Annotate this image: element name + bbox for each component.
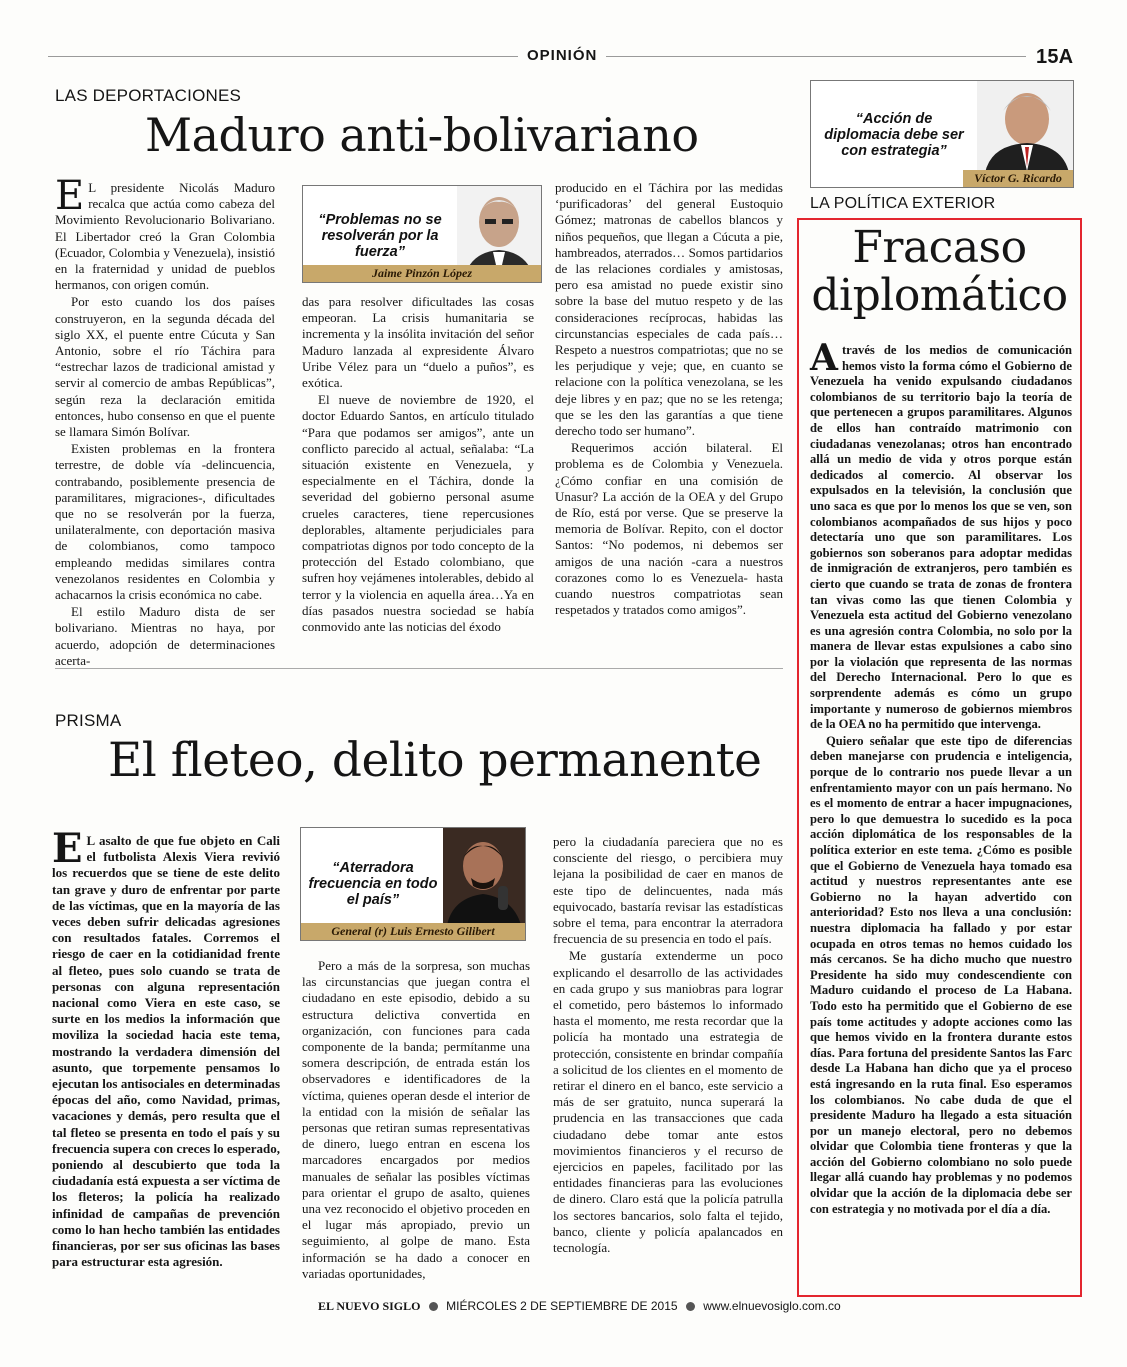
article1-kicker: LAS DEPORTACIONES xyxy=(55,86,242,105)
page-number: 15A xyxy=(1036,46,1074,68)
article2-col2 xyxy=(302,958,530,1283)
header-rule-right xyxy=(606,56,1026,57)
author-name: Jaime Pinzón López xyxy=(303,265,541,282)
article1-col2 xyxy=(302,294,534,636)
article1-author-box xyxy=(302,185,542,283)
paragraph: Pero a más de la sorpresa, son muchas las circunstancias que juegan contra el ciudadano en este episodio, debido a su estructura delictiva convertida en organización, con funciones para cada componente de la banda; permítanme una somera descripción, de entrada están los observadores e identificadores de la víctima, quienes operan desde el interior de la entidad con la misión de señalar las personas que retiran sumas representativas de dinero, luego entran en escena los marcadores encargados por medios manuales de señalar las posibles víctimas para orientar el grupo de asalto, quienes una vez reconocido el objetivo proceden en el lugar más apropiado, previo un seguimiento, al golpe de mano. Esta información se ha dado a conocer en variadas oportunidades, xyxy=(302,958,530,1281)
article3-headline-line1: Fracaso xyxy=(852,222,1027,273)
paragraph: El estilo Maduro dista de ser bolivariano. Mientras no haya, por acuerdo, adopción de determinaciones acerta- xyxy=(55,604,275,668)
dropcap: E xyxy=(55,173,85,219)
author-portrait xyxy=(443,828,525,925)
paragraph: Me gustaría extenderme un poco explicando el desarrollo de las actividades en cada grupo y sus maniobras para lograr el cometido, pero bástemos lo informado hasta el momento, me resta recordar que la policía ha montado una estrategia de protección, consistente en brindar compañía a solicitud de los clientes en el momento de retirar el dinero en el banco, este servicio a más de ser gratuito, nunca superará la prudencia en las transacciones que cada ciudadano debe tomar ante estos movimientos financieros y el recurso de ejercicios en papeles, facilitado por las entidades financieras para las evoluciones de dinero. Claro está que la policía patrulla los sectores bancarios, solo falta el tejido, banco, cliente y policía apalancados en tecnología. xyxy=(553,948,783,1256)
author-portrait xyxy=(977,81,1073,173)
pull-quote: “Aterradora frecuencia en todo el país” xyxy=(308,860,438,908)
paragraph: través de los medios de comunicación hemos visto la forma cómo el Gobierno de Venezuela ha venido expulsando ciudadanos colombianos de su territorio bajo la teoría de que pertenecen a grupos paramilitares. Algunos de ellos han contraído matrimonio con ciudadanas venezolanas; otros han encontrado allá un medio de vida y otros porque están dedicados al comercio. Al observar los expulsados en la televisión, la conclusión que uno saca es que por lo menos los que se ven, son colombianos acompañados de sus hijos y poco detectaría uno que son paramilitares. Los gobiernos son soberanos para adoptar medidas de inmigración de extranjeros, pero también es cierto que cuando se trata de zonas de frontera tan vivas como las que tienen Colombia y Venezuela esta actitud del Gobierno venezolano es una agresión contra Colombia, no solo por la manera de llevar estas expulsiones a cabo sino por la violación que representa de las normas del Derecho Internacional. Pero lo que es sorprendente además es cómo un grupo importante y numeroso de gobiernos miembros de la OEA no ha permitido que intervenga. xyxy=(810,343,1072,732)
brand-logo: EL NUEVO SIGLO xyxy=(318,1299,421,1313)
dropcap: E xyxy=(52,825,83,872)
paragraph: El nueve de noviembre de 1920, el doctor Eduardo Santos, en artículo titulado “Para que podamos ser amigos”, ante un conflicto parecido al actual, señalaba: “La situación existente en Venezuela, y especialmente en el Táchira, donde la severidad del gobierno personal asume crueles caracteres, tiene repercusiones deplorables, altamente perjudiciales para compatriotas dignos por todo concepto de la protección del Estado colombiano, que sufren hoy vejámenes intolerables, debido al terror y la violencia en aquella área…Ya en días pasados nuestra sociedad se había conmovido ante las noticias del éxodo xyxy=(302,392,534,635)
bullet-icon xyxy=(686,1302,695,1311)
dropcap: A xyxy=(810,337,838,379)
article3-headline-line2: diplomático xyxy=(811,270,1068,321)
article1-col1 xyxy=(55,173,275,670)
paragraph: Por esto cuando los dos países construyeron, en la segunda década del siglo XX, el puente entre Cúcuta y San Antonio, sobre el río Táchira para “estrechar lazos de tradicional amistad y servir al comercio de ambas Repúblicas”, según reza la declaración emitida entonces, hubo consenso en que el puente se llamara Simón Bolívar. xyxy=(55,294,275,440)
pull-quote: “Acción de diplomacia debe ser con estrategia” xyxy=(824,111,964,159)
footer xyxy=(318,1299,841,1314)
paragraph: das para resolver dificultades las cosas empeoran. La crisis humanitaria se incrementa y la insólita invitación del señor Maduro lanzada al expresidente Álvaro Uribe Vélez para un “duelo a puños”, es exótica. xyxy=(302,294,534,391)
article3-kicker: LA POLÍTICA EXTERIOR xyxy=(810,195,996,212)
article1-col3 xyxy=(555,180,783,619)
bullet-icon xyxy=(429,1302,438,1311)
paragraph: producido en el Táchira por las medidas ‘purificadoras’ del general Eustoquio Gómez; matronas de cabellos blancos y niños pequeños, que llegan a Cúcuta a pie, hambreados, aterrados… Somos partidarios de las relaciones cordiales y amistosas, pero esa amistad no puede existir sino sobre la base del mutuo respeto y de las consideraciones recíprocas, habidas las circunstancias especiales de cada país… Respeto a nuestros compatriotas; que no se les perjudique y veje; que, en cuanto se relacione con la política venezolana, se les deje libres y en paz; que no se les retenga; que se les den las garantías a que tiene derecho todo ser humano”. xyxy=(555,180,783,439)
section-divider xyxy=(55,668,783,669)
article3-author-box xyxy=(810,80,1074,188)
footer-date: MIÉRCOLES 2 DE SEPTIEMBRE DE 2015 xyxy=(446,1299,678,1313)
article2-author-box xyxy=(300,827,526,941)
paragraph: Quiero señalar que este tipo de diferencias deben manejarse con prudencia e inteligencia, porque de lo contrario nos puede llevar a un enfrentamiento mayor con un país hermano. No es el momento de entrar a hacer impugnaciones, pero lo que demuestra lo sucedido es la poca acción diplomática de los responsables de la política exterior en este tema. ¿Cómo es posible que el Gobierno de Venezuela haya tomado esa actitud y nuestros representantes ante ese Gobierno no la hayan advertido con anterioridad? Esto nos lleva a una conclusión: nuestra diplomacia ha fallado y por estar ocupada en otros temas no hemos cuidado los más cercanos. Se ha dicho mucho que nuestro Presidente ha sido muy condescendiente con Maduro cuidando el proceso de La Habana. Todo esto ha permitido que el Gobierno de ese país tome actitudes y adopte acciones como las que hemos vivido en la frontera durante estos días. Para fortuna del presidente Santos las Farc desde La Habana han dicho que ya el proceso está ingresando en la ruta final. Eso esperamos los colombianos. No cabe duda de que el presidente Maduro ha llegado a esta situación por un manejo electoral, pero no debemos olvidar que Colombia tiene fronteras y que la acción del Gobierno colombiano no solo puede llegar allá cuando hay problemas y no podemos olvidar que la acción de la diplomacia debe ser con estrategia y no motivada por el día a día. xyxy=(810,733,1072,1216)
article1-headline: Maduro anti-bolivariano xyxy=(145,108,699,162)
author-name: Víctor G. Ricardo xyxy=(963,170,1073,187)
paragraph: L presidente Nicolás Maduro recalca que actúa como cabeza del Movimiento Revolucionario Bolivariano. El Libertador creó la Gran Colombia (Ecuador, Colombia y Venezuela), insistió en la fraternidad y unidad de pueblos hermanos, con origen común. xyxy=(55,180,275,293)
article2-headline: El fleteo, delito permanente xyxy=(108,733,762,788)
paragraph: L asalto de que fue objeto en Cali el futbolista Alexis Viera revivió los recuerdos que se tiene de este delito tan grave y duro de enfrentar por parte de las víctimas, que en la mayoría de las veces deben sufrir delicadas agresiones con resultados fatales. Corremos el riesgo de caer en la cotidianidad frente al fleteo, pues solo cuando se trata de personas con alguna representación nacional como Viera en este caso, se surte en los medios la información que moviliza la sociedad hacia este tema, mostrando la verdadera dimensión del asunto, que torpemente pensamos lo ejecutan los antisociales en determinadas épocas del año, como Navidad, primas, vacaciones y demás, pero resulta que el tal fleteo se presenta en todo el país y su frecuencia supera con creces lo esperado, poniendo al descubierto que toda la ciudadanía está expuesta a ser víctima de los fleteros; la policía ha realizado infinidad de campañas de prevención como lo han hecho también las entidades financieras, por ser sus oficinas las bases para estructurar esta agresión. xyxy=(52,833,280,1270)
article2-col3 xyxy=(553,834,783,1257)
paragraph: pero la ciudadanía pareciera que no es consciente del riesgo, o percibiera muy lejana la posibilidad de caer en manos de este tipo de delincuentes, nada más equivocado, bastaría revisar las estadísticas sobre el tema, para encontrar la aterradora frecuencia de su presencia en todo el país. xyxy=(553,834,783,947)
footer-url[interactable]: www.elnuevosiglo.com.co xyxy=(703,1299,841,1313)
pull-quote: “Problemas no se resolverán por la fuerza” xyxy=(318,212,442,260)
paragraph: Requerimos acción bilateral. El problema es de Colombia y Venezuela. ¿Cómo confiar en una comisión de Unasur? La acción de la OEA y del Grupo de Río, está por verse. Que se preserve la memoria de Bolívar. Repito, con el doctor Santos: “No podemos, ni debemos ser amigos de una nación -cara a nuestros corazones como lo es Venezuela- hasta cuando nuestros compatriotas sean respetados y tratados como amigos”. xyxy=(555,440,783,618)
article2-col1 xyxy=(52,825,280,1271)
section-label: OPINIÓN xyxy=(527,47,598,64)
header-rule-left xyxy=(48,56,518,57)
paragraph: Existen problemas en la frontera terrestre, de doble vía -delincuencia, contrabando, posiblemente presencia de paramilitares, migraciones-, dificultades que no se resolverán por la fuerza, unilateralmente, con deportación masiva de colombianos, como tampoco empleando medidas similares contra venezolanos residentes en Colombia y achacarnos la crisis económica no cabe. xyxy=(55,441,275,603)
article2-kicker: PRISMA xyxy=(55,711,122,730)
article3-body xyxy=(810,337,1072,1218)
author-name: General (r) Luis Ernesto Gilibert xyxy=(301,923,525,940)
